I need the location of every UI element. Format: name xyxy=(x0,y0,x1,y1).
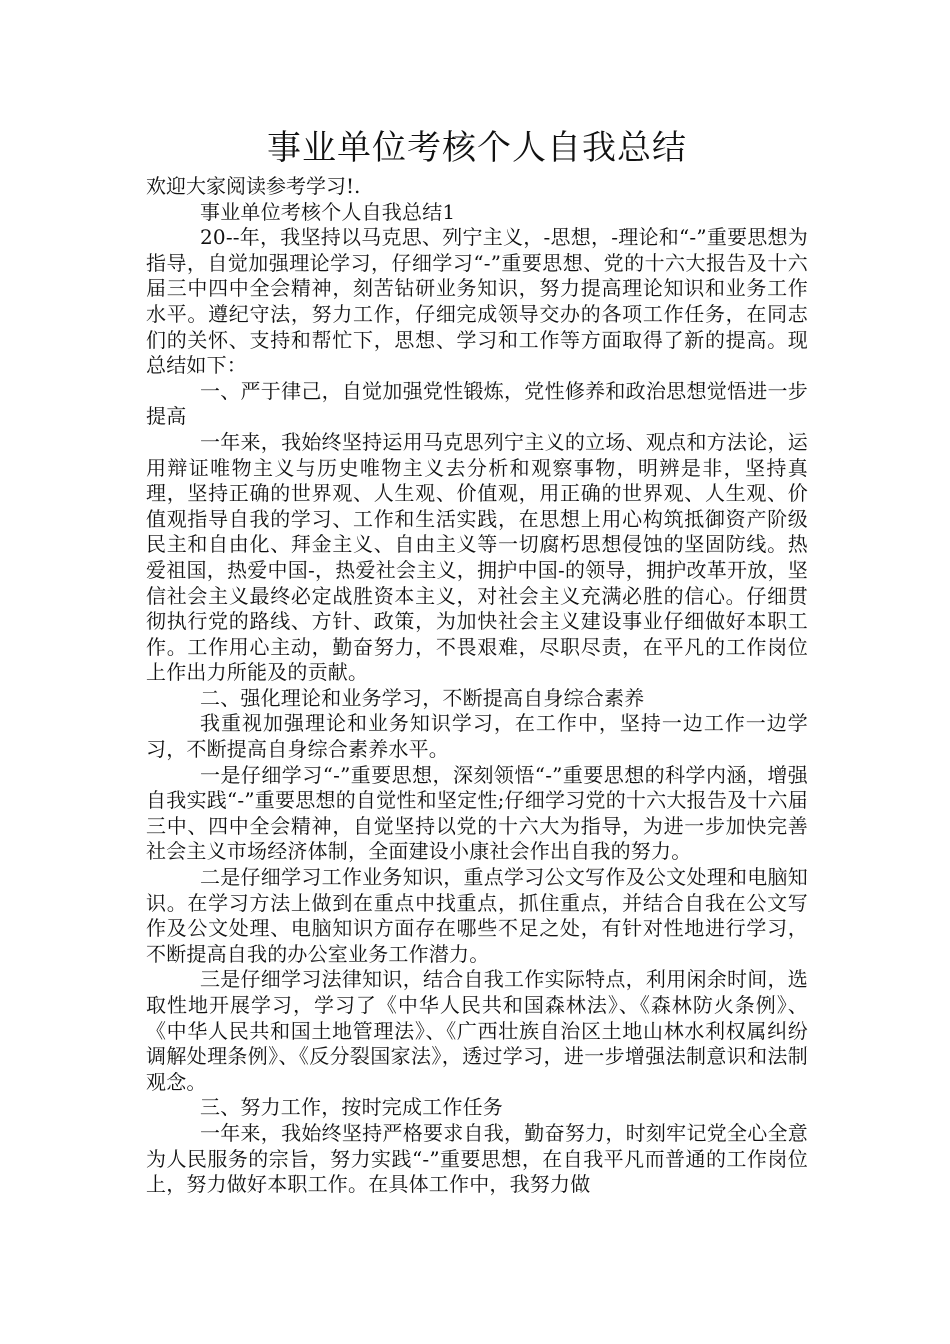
document-title: 事业单位考核个人自我总结 xyxy=(267,128,687,168)
paragraph: 二是仔细学习工作业务知识，重点学习公文写作及公文处理和电脑知识。在学习方法上做到在重点中找重点，抓住重点，并结合自我在公文写作及公文处理、电脑知识方面存在哪些不足之处，有针对性地进行学习，不断提高自我的办公室业务工作潜力。 xyxy=(146,865,808,966)
document-page xyxy=(146,122,808,1198)
section-subtitle: 事业单位考核个人自我总结1 xyxy=(200,199,456,224)
paragraph: 20--年，我坚持以马克思、列宁主义，-思想，-理论和“-”重要思想为指导，自觉加强理论学习，仔细学习“-”重要思想、党的十六大报告及十六届三中四中全会精神，刻苦钻研业务知识，努力提高理论知识和业务工作水平。遵纪守法，努力工作，仔细完成领导交办的各项工作任务，在同志们的关怀、支持和帮忙下，思想、学习和工作等方面取得了新的提高。现总结如下： xyxy=(146,225,808,378)
section-heading: 三、努力工作，按时完成工作任务 xyxy=(200,1095,503,1120)
paragraph: 一年来，我始终坚持严格要求自我，勤奋努力，时刻牢记党全心全意为人民服务的宗旨，努力实践“-”重要思想，在自我平凡而普通的工作岗位上，努力做好本职工作。在具体工作中，我努力做 xyxy=(146,1120,808,1197)
intro-line: 欢迎大家阅读参考学习!. xyxy=(146,174,361,198)
paragraph: 三是仔细学习法律知识，结合自我工作实际特点，利用闲余时间，选取性地开展学习，学习了《中华人民共和国森林法》、《森林防火条例》、《中华人民共和国土地管理法》、《广西壮族自治区土地山林水利权属纠纷调解处理条例》、《反分裂国家法》，透过学习，进一步增强法制意识和法制观念。 xyxy=(146,967,808,1094)
paragraph: 我重视加强理论和业务知识学习，在工作中，坚持一边工作一边学习，不断提高自身综合素养水平。 xyxy=(146,711,808,762)
section-heading: 一、严于律己，自觉加强党性锻炼，党性修养和政治思想觉悟进一步提高 xyxy=(146,378,808,429)
paragraph: 一年来，我始终坚持运用马克思列宁主义的立场、观点和方法论，运用辩证唯物主义与历史唯物主义去分析和观察事物，明辨是非，坚持真理，坚持正确的世界观、人生观、价值观，用正确的世界观、人生观、价值观指导自我的学习、工作和生活实践，在思想上用心构筑抵御资产阶级民主和自由化、拜金主义、自由主义等一切腐朽思想侵蚀的坚固防线。热爱祖国，热爱中国-，热爱社会主义，拥护中国-的领导，拥护改革开放，坚信社会主义最终必定战胜资本主义，对社会主义充满必胜的信心。仔细贯彻执行党的路线、方针、政策，为加快社会主义建设事业仔细做好本职工作。工作用心主动，勤奋努力，不畏艰难，尽职尽责，在平凡的工作岗位上作出力所能及的贡献。 xyxy=(146,429,808,685)
paragraph: 一是仔细学习“-”重要思想，深刻领悟“-”重要思想的科学内涵，增强自我实践“-”重要思想的自觉性和坚定性;仔细学习党的十六大报告及十六届三中、四中全会精神，自觉坚持以党的十六大为指导，为进一步加快完善社会主义市场经济体制，全面建设小康社会作出自我的努力。 xyxy=(146,762,808,864)
section-heading: 二、强化理论和业务学习，不断提高自身综合素养 xyxy=(200,685,645,710)
